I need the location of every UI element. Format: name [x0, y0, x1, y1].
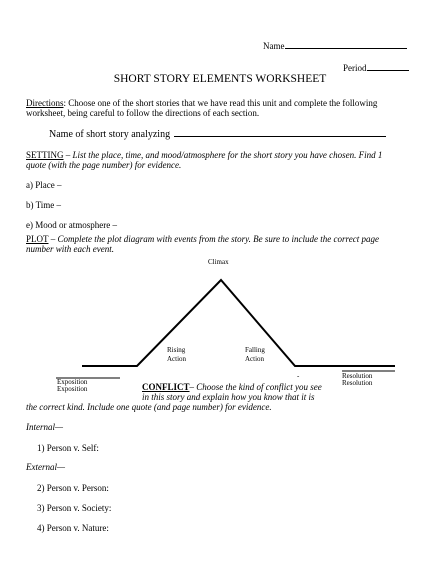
external-label: External— — [26, 462, 65, 472]
setting-item-place: a) Place – — [26, 180, 62, 190]
falling-label-1: Falling — [245, 346, 265, 354]
setting-text-2: quote (with the page number) for evidence. — [26, 160, 182, 170]
plot-dash: - — [297, 372, 300, 380]
conflict-text-1: – Choose the kind of conflict you see — [189, 382, 322, 392]
plot-label: PLOT — [26, 234, 49, 244]
conflict-text-3: the correct kind. Include one quote (and page number) for evidence. — [26, 402, 272, 412]
setting-label: SETTING — [26, 150, 64, 160]
plot-text-2: number with each event. — [26, 244, 114, 254]
exposition-label-1: Exposition — [57, 378, 88, 386]
directions-text-2: worksheet, being careful to follow the directions of each section. — [26, 108, 260, 118]
conflict-item-person-v-person: 2) Person v. Person: — [37, 483, 109, 493]
story-name-label: Name of short story analyzing — [49, 129, 171, 140]
setting-text-1: – List the place, time, and mood/atmosphere for the short story you have chosen. Find 1 — [63, 150, 383, 160]
exposition-label-2: Exposition — [57, 385, 88, 393]
period-label: Period — [343, 63, 367, 73]
falling-label-2: Action — [245, 355, 265, 363]
directions-label: Directions — [26, 98, 64, 108]
directions-text-1: : Choose one of the short stories that we have read this unit and complete the following — [63, 98, 378, 108]
conflict-label: CONFLICT — [142, 382, 190, 392]
conflict-item-person-v-self: 1) Person v. Self: — [37, 443, 99, 453]
conflict-item-person-v-society: 3) Person v. Society: — [37, 503, 112, 513]
resolution-label-1: Resolution — [342, 372, 373, 380]
rising-label-2: Action — [167, 355, 187, 363]
plot-text-1: – Complete the plot diagram with events from the story. Be sure to include the correct page — [48, 234, 379, 244]
setting-item-time: b) Time – — [26, 200, 62, 210]
climax-label: Climax — [208, 258, 229, 266]
rising-label-1: Rising — [167, 346, 186, 354]
plot-line — [82, 280, 395, 366]
internal-label: Internal— — [26, 422, 63, 432]
conflict-item-person-v-nature: 4) Person v. Nature: — [37, 523, 109, 533]
page-title: SHORT STORY ELEMENTS WORKSHEET — [113, 73, 327, 85]
conflict-text-2: in this story and explain how you know that it is — [142, 392, 315, 402]
name-label: Name — [263, 41, 285, 51]
setting-item-mood: e) Mood or atmosphere – — [26, 220, 117, 230]
resolution-label-2: Resolution — [342, 379, 373, 387]
